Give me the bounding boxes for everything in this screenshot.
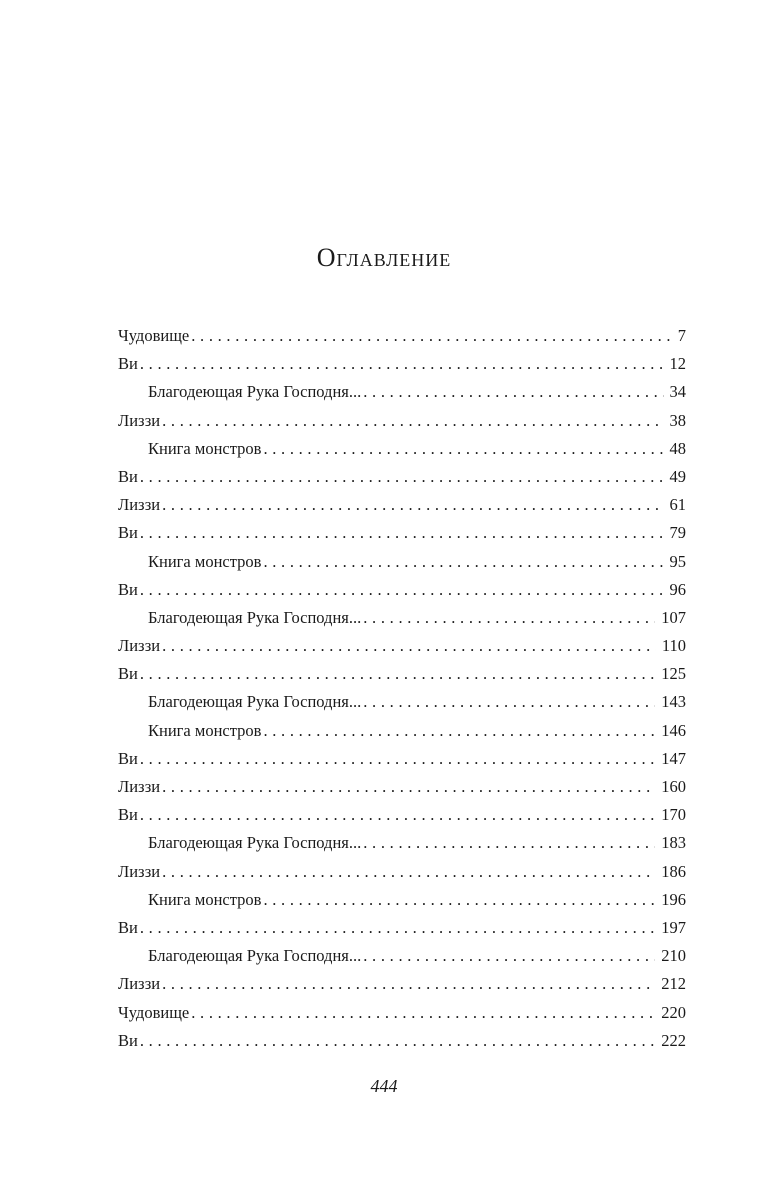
toc-entry-leader-dots bbox=[263, 886, 655, 914]
toc-entry-title: Лиззи bbox=[118, 974, 161, 994]
toc-entry-leader-dots bbox=[363, 604, 655, 632]
toc-entry bbox=[118, 886, 686, 914]
toc-entry-title: Книга монстров bbox=[148, 551, 262, 571]
toc-entry-page-number: 196 bbox=[661, 889, 686, 909]
toc-entry-leader-dots bbox=[191, 322, 672, 350]
toc-entry bbox=[118, 350, 686, 378]
toc-entry-title: Книга монстров bbox=[148, 720, 262, 740]
toc-entry bbox=[118, 378, 686, 406]
toc-entry-leader-dots bbox=[140, 914, 655, 942]
toc-entry bbox=[118, 576, 686, 604]
toc-entry bbox=[118, 548, 686, 576]
toc-entry bbox=[118, 1027, 686, 1055]
toc-entry-title: Книга монстров bbox=[148, 438, 262, 458]
toc-entry bbox=[118, 745, 686, 773]
toc-entry-page-number: 146 bbox=[661, 720, 686, 740]
toc-entry-title: Ви bbox=[118, 354, 138, 374]
toc-entry bbox=[118, 999, 686, 1027]
toc-entry-title: Ви bbox=[118, 579, 138, 599]
toc-entry bbox=[118, 604, 686, 632]
toc-entry-leader-dots bbox=[263, 717, 655, 745]
toc-entry-title: Ви bbox=[118, 523, 138, 543]
toc-entry-title: Ви bbox=[118, 805, 138, 825]
toc-entry-leader-dots bbox=[140, 660, 655, 688]
toc-entry-title: Чудовище bbox=[118, 326, 190, 345]
toc-entry-leader-dots bbox=[140, 801, 655, 829]
toc-entry-leader-dots bbox=[140, 463, 664, 491]
toc-entry-page-number: 183 bbox=[661, 833, 686, 853]
toc-entry-page-number: 96 bbox=[669, 579, 686, 599]
toc-entry-title: Лиззи bbox=[118, 777, 161, 796]
toc-entry-page-number: 7 bbox=[677, 326, 686, 345]
toc-entry-leader-dots bbox=[363, 829, 655, 857]
toc-entry-leader-dots bbox=[162, 773, 655, 801]
toc-entry bbox=[118, 717, 686, 745]
toc-entry bbox=[118, 829, 686, 857]
toc-entry-page-number: 110 bbox=[661, 636, 686, 656]
toc-entry bbox=[118, 688, 686, 716]
toc-entry-page-number: 222 bbox=[661, 1030, 686, 1050]
toc-entry-page-number: 49 bbox=[669, 466, 686, 486]
toc-entry-title: Ви bbox=[118, 917, 138, 937]
toc-entry-page-number: 197 bbox=[661, 917, 686, 937]
toc-entry-leader-dots bbox=[162, 858, 655, 886]
toc-entry-title: Ви bbox=[118, 664, 138, 684]
toc-entry-leader-dots bbox=[363, 688, 655, 716]
toc-entry bbox=[118, 463, 686, 491]
toc-entry-leader-dots bbox=[162, 632, 656, 660]
toc-entry-title: Лиззи bbox=[118, 636, 161, 656]
toc-entry-page-number: 61 bbox=[669, 495, 686, 515]
toc-entry-leader-dots bbox=[140, 745, 655, 773]
toc-entry-page-number: 220 bbox=[661, 1002, 686, 1022]
toc-entry-title: Чудовище bbox=[118, 1002, 190, 1022]
toc-entry-leader-dots bbox=[263, 435, 663, 463]
toc-entry bbox=[118, 491, 686, 519]
toc-entry-title: Благодеющая Рука Господня... bbox=[148, 946, 362, 966]
toc-entry-leader-dots bbox=[140, 350, 664, 378]
toc-entry-leader-dots bbox=[140, 576, 664, 604]
toc-entry-title: Лиззи bbox=[118, 410, 161, 430]
toc-entry-leader-dots bbox=[263, 548, 663, 576]
toc-entry bbox=[118, 773, 686, 801]
toc-entry-page-number: 107 bbox=[661, 607, 686, 627]
toc-entry-leader-dots bbox=[140, 1027, 655, 1055]
toc-entry-title: Благодеющая Рука Господня... bbox=[148, 692, 362, 712]
toc-entry-leader-dots bbox=[162, 407, 663, 435]
toc-entry bbox=[118, 519, 686, 547]
toc-entry bbox=[118, 322, 686, 350]
toc-entry bbox=[118, 858, 686, 886]
toc-entry-page-number: 38 bbox=[669, 410, 686, 430]
toc-entry bbox=[118, 632, 686, 660]
toc-entry-page-number: 147 bbox=[661, 748, 686, 768]
toc-entry bbox=[118, 970, 686, 998]
toc-entry-title: Благодеющая Рука Господня... bbox=[148, 607, 362, 627]
toc-entry-page-number: 186 bbox=[661, 861, 686, 881]
toc-entry-title: Благодеющая Рука Господня... bbox=[148, 833, 362, 853]
toc-entry-leader-dots bbox=[140, 519, 664, 547]
toc-entry-leader-dots bbox=[191, 999, 655, 1027]
toc-entry-title: Лиззи bbox=[118, 861, 161, 881]
toc-entry-page-number: 160 bbox=[661, 777, 686, 796]
toc-entry bbox=[118, 942, 686, 970]
toc-entry-title: Благодеющая Рука Господня... bbox=[148, 382, 362, 402]
toc-entry bbox=[118, 914, 686, 942]
table-of-contents bbox=[118, 322, 686, 1055]
toc-entry-page-number: 212 bbox=[661, 974, 686, 994]
toc-entry-page-number: 48 bbox=[669, 438, 686, 458]
toc-entry-title: Ви bbox=[118, 1030, 138, 1050]
toc-entry bbox=[118, 407, 686, 435]
toc-entry-page-number: 125 bbox=[661, 664, 686, 684]
toc-entry-title: Ви bbox=[118, 466, 138, 486]
toc-entry-page-number: 79 bbox=[669, 523, 686, 543]
toc-entry bbox=[118, 801, 686, 829]
toc-entry-page-number: 12 bbox=[669, 354, 686, 374]
toc-entry bbox=[118, 435, 686, 463]
page-number: 444 bbox=[370, 1076, 398, 1096]
toc-entry-page-number: 170 bbox=[661, 805, 686, 825]
toc-entry-leader-dots bbox=[363, 378, 663, 406]
toc-entry-title: Книга монстров bbox=[148, 889, 262, 909]
toc-entry-page-number: 34 bbox=[669, 382, 686, 402]
toc-entry bbox=[118, 660, 686, 688]
page-title: Оглавление bbox=[316, 243, 452, 272]
toc-entry-page-number: 95 bbox=[669, 551, 686, 571]
toc-entry-title: Лиззи bbox=[118, 495, 161, 515]
toc-entry-page-number: 210 bbox=[661, 946, 686, 966]
toc-entry-leader-dots bbox=[162, 491, 663, 519]
toc-entry-leader-dots bbox=[363, 942, 655, 970]
toc-entry-title: Ви bbox=[118, 748, 138, 768]
toc-entry-leader-dots bbox=[162, 970, 655, 998]
toc-entry-page-number: 143 bbox=[661, 692, 686, 712]
